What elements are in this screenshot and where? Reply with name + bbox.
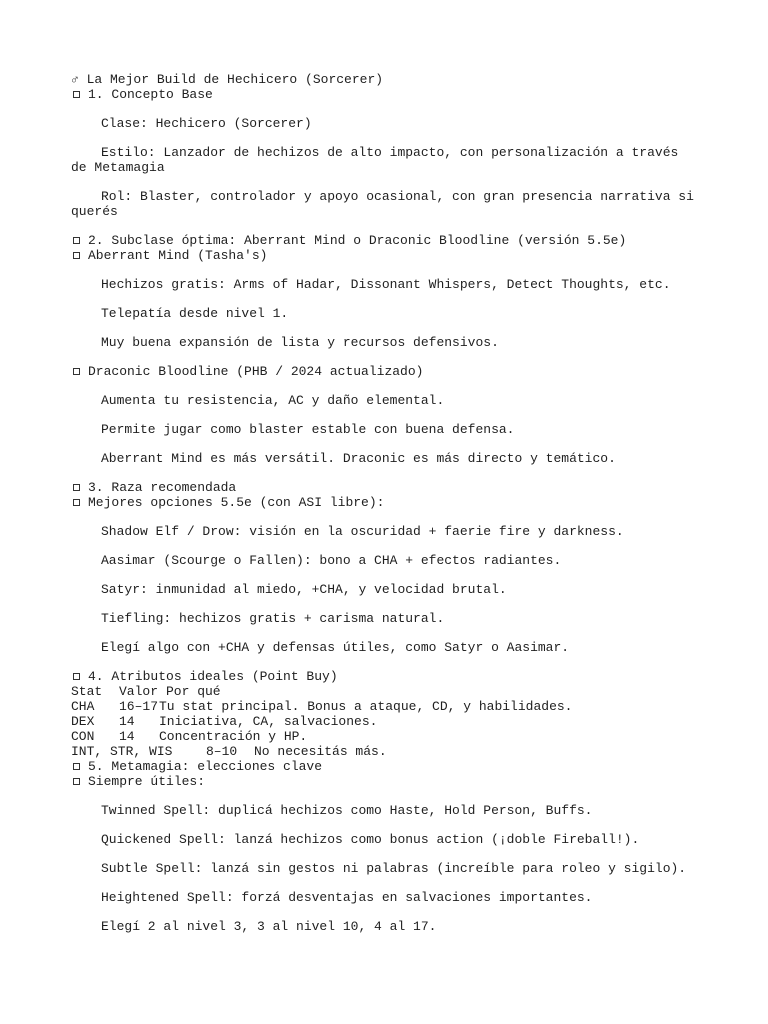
table-header-cell: Por qué [166,684,221,699]
table-row [71,729,697,744]
body-line: Tiefling: hechizos gratis + carisma natural. [101,611,445,626]
section-4-heading: 4. Atributos ideales (Point Buy) [71,669,697,684]
body-line: Shadow Elf / Drow: visión en la oscuridad + faerie fire y darkness. [101,524,624,539]
body-line: Aberrant Mind es más versátil. Draconic es más directo y temático. [101,451,616,466]
subsection-heading: Draconic Bloodline (PHB / 2024 actualizado) [71,364,697,379]
body-line: Aumenta tu resistencia, AC y daño elemental. [101,393,445,408]
body-line: Twinned Spell: duplicá hechizos como Haste, Hold Person, Buffs. [101,803,593,818]
body-line: Quickened Spell: lanzá hechizos como bonus action (¡doble Fireball!). [101,832,640,847]
subsection-heading: Mejores opciones 5.5e (con ASI libre): [71,495,697,510]
bullet-icon [73,237,80,244]
table-cell: Concentración y HP. [159,729,308,744]
table-cell: 8–10 [206,744,238,759]
table-row [71,744,697,759]
body-line: Elegí algo con +CHA y defensas útiles, como Satyr o Aasimar. [101,640,570,655]
section-5-heading: 5. Metamagia: elecciones clave [71,759,697,774]
table-cell: CHA [71,699,95,714]
body-line: Subtle Spell: lanzá sin gestos ni palabras (increíble para roleo y sigilo). [101,861,687,876]
table-row [71,699,697,714]
bullet-icon [73,673,80,680]
table-cell: 14 [119,714,135,729]
body-line: Rol: Blaster, controlador y apoyo ocasional, con gran presencia narrativa si querés [71,189,702,219]
table-cell: DEX [71,714,95,729]
table-cell: Iniciativa, CA, salvaciones. [159,714,378,729]
body-line: Aasimar (Scourge o Fallen): bono a CHA + efectos radiantes. [101,553,562,568]
body-line: Satyr: inmunidad al miedo, +CHA, y velocidad brutal. [101,582,507,597]
table-cell: INT, STR, WIS [71,744,173,759]
body-line: Muy buena expansión de lista y recursos defensivos. [101,335,499,350]
stats-table-header [71,684,697,699]
body-line: Telepatía desde nivel 1. [101,306,289,321]
section-3-heading: 3. Raza recomendada [71,480,697,495]
table-row [71,714,697,729]
bullet-icon [73,252,80,259]
table-cell: No necesitás más. [254,744,387,759]
body-line: Estilo: Lanzador de hechizos de alto impacto, con personalización a través de Metamagia [71,145,687,175]
body-line: Permite jugar como blaster estable con buena defensa. [101,422,515,437]
table-cell: Tu stat principal. Bonus a ataque, CD, y habilidades. [159,699,573,714]
document-title: ♂ La Mejor Build de Hechicero (Sorcerer) [71,72,384,87]
bullet-icon [73,763,80,770]
bullet-icon [73,499,80,506]
table-cell: 14 [119,729,135,744]
section-1-heading: 1. Concepto Base [71,87,697,102]
table-cell: CON [71,729,95,744]
table-header-cell: Valor [119,684,159,699]
body-line: Clase: Hechicero (Sorcerer) [101,116,312,131]
section-2-heading: 2. Subclase óptima: Aberrant Mind o Draconic Bloodline (versión 5.5e) [71,233,697,248]
bullet-icon [73,91,80,98]
bullet-icon [73,778,80,785]
table-header-cell: Stat [71,684,103,699]
bullet-icon [73,368,80,375]
subsection-heading: Siempre útiles: [71,774,697,789]
table-cell: 16–17 [119,699,159,714]
body-line: Elegí 2 al nivel 3, 3 al nivel 10, 4 al 17. [101,919,437,934]
subsection-heading: Aberrant Mind (Tasha's) [71,248,697,263]
bullet-icon [73,484,80,491]
body-line: Heightened Spell: forzá desventajas en salvaciones importantes. [101,890,593,905]
body-line: Hechizos gratis: Arms of Hadar, Dissonant Whispers, Detect Thoughts, etc. [101,277,671,292]
